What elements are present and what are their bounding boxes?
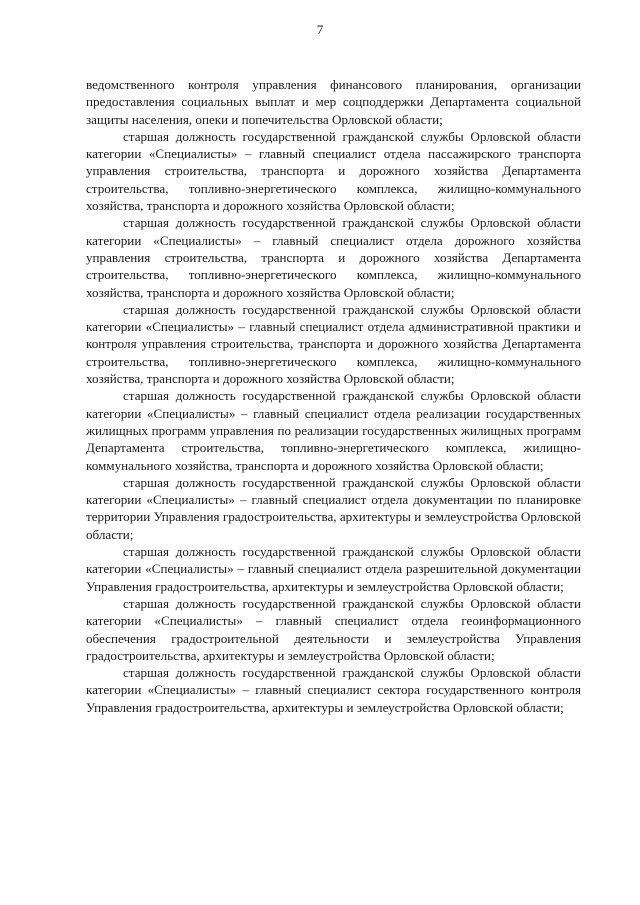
paragraph: старшая должность государственной гражданской службы Орловской области категории «Специалисты» – главный специалист отдела дорожного хозяйства управления строительства, транспорта и дорожного хозяйства Департамента строительства, топливно-энергетического комплекса, жилищно-коммунального хозяйства, транспорта и дорожного хозяйства Орловской области; [86, 215, 581, 300]
paragraph: старшая должность государственной гражданской службы Орловской области категории «Специалисты» – главный специалист сектора государственного контроля Управления градостроительства, архитектуры и землеустройства Орловской области; [86, 665, 581, 715]
paragraph: старшая должность государственной гражданской службы Орловской области категории «Специалисты» – главный специалист отдела административной практики и контроля управления строительства, транспорта и дорожного хозяйства Департамента строительства, топливно-энергетического комплекса, жилищно-коммунального хозяйства, транспорта и дорожного хозяйства Орловской области; [86, 301, 581, 387]
paragraph: ведомственного контроля управления финансового планирования, организации предоставления социальных выплат и мер соцподдержки Департамента социальной защиты населения, опеки и попечительства Орловской области; [86, 77, 581, 127]
paragraph: старшая должность государственной гражданской службы Орловской области категории «Специалисты» – главный специалист отдела документации по планировке территории Управления градостроительства, архитектуры и землеустройства Орловской области; [86, 474, 581, 542]
document-body [86, 76, 581, 716]
paragraph: старшая должность государственной гражданской службы Орловской области категории «Специалисты» – главный специалист отдела разрешительной документации Управления градостроительства, архитектуры и землеустройства Орловской области; [86, 544, 581, 594]
paragraph: старшая должность государственной гражданской службы Орловской области категории «Специалисты» – главный специалист отдела геоинформационного обеспечения градостроительной деятельности и землеустройства Управления градостроительства, архитектуры и землеустройства Орловской области; [86, 595, 581, 663]
page-number: 7 [316, 22, 324, 37]
paragraph: старшая должность государственной гражданской службы Орловской области категории «Специалисты» – главный специалист отдела пассажирского транспорта управления строительства, транспорта и дорожного хозяйства Департамента строительства, топливно-энергетического комплекса, жилищно-коммунального хозяйства, транспорта и дорожного хозяйства Орловской области; [86, 128, 581, 214]
paragraph: старшая должность государственной гражданской службы Орловской области категории «Специалисты» – главный специалист отдела реализации государственных жилищных программ управления по реализации государственных жилищных программ Департамента строительства, топливно-энергетического комплекса, жилищно-коммунального хозяйства, транспорта и дорожного хозяйства Орловской области; [86, 388, 581, 473]
